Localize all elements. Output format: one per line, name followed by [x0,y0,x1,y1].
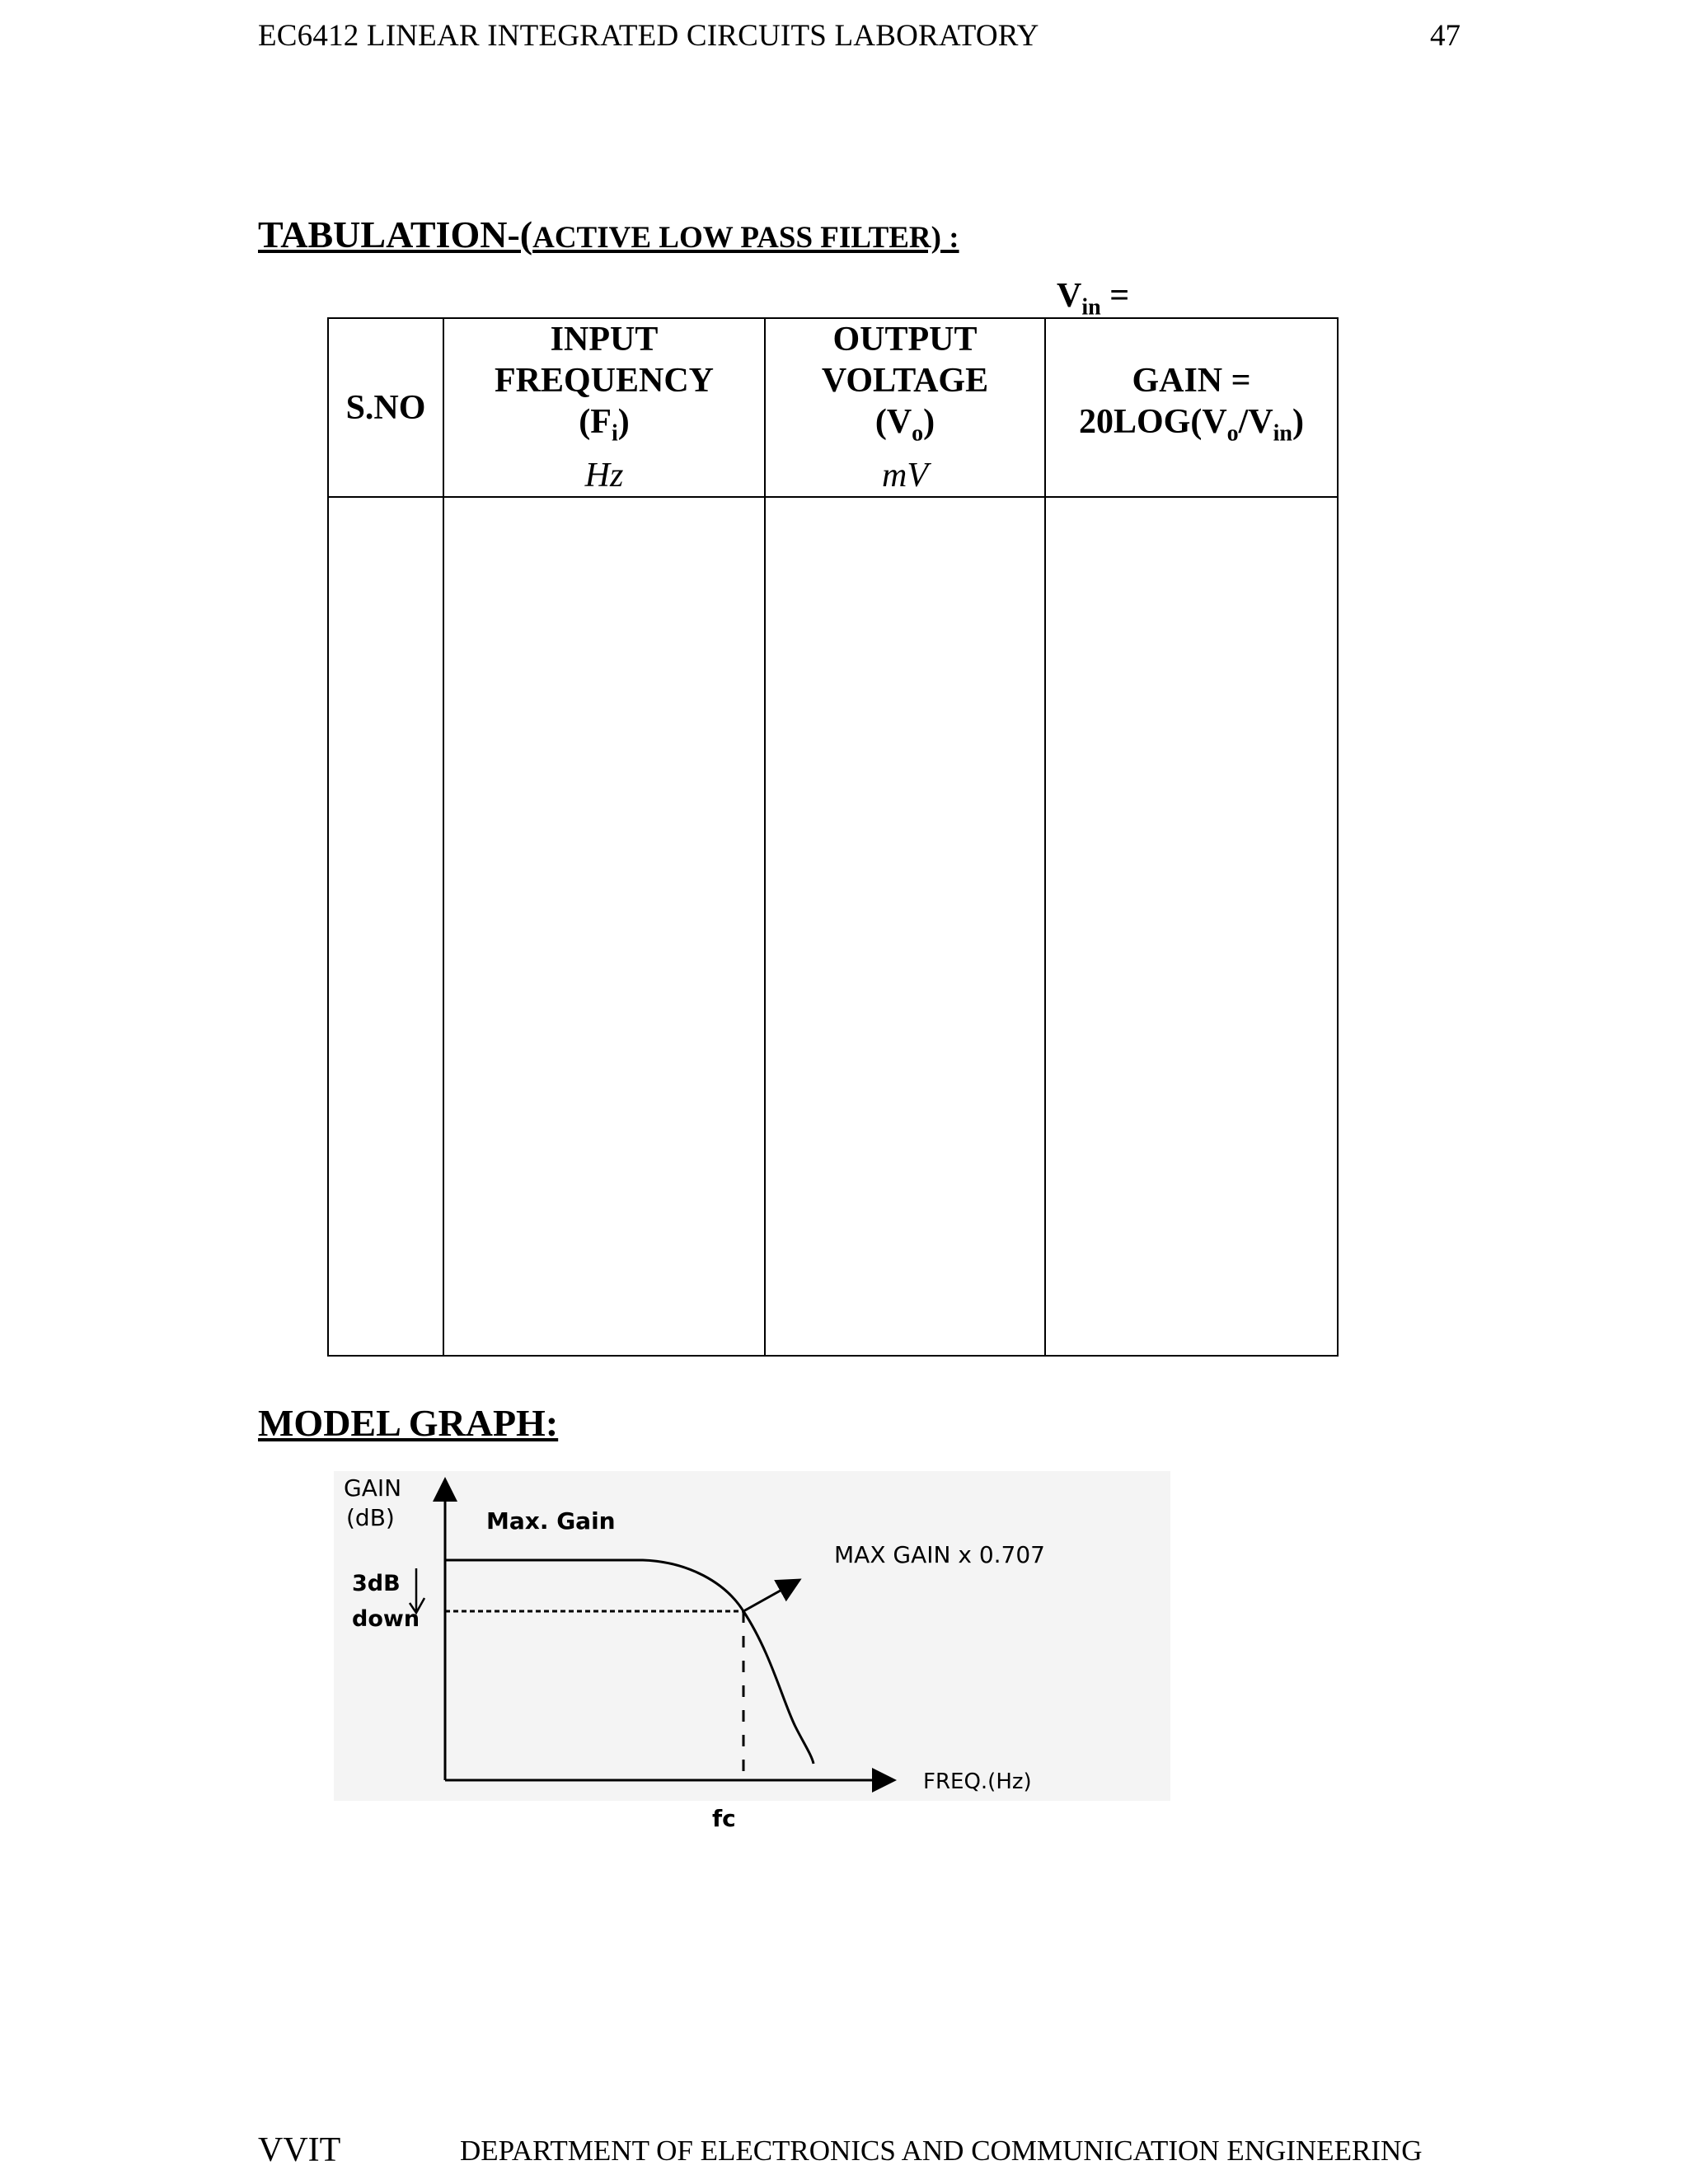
tabulation-title-main: TABULATION-( [258,213,533,255]
page-number: 47 [1430,19,1461,53]
model-graph-svg [334,1471,1170,1801]
vin-symbol: V [1057,277,1082,315]
column-header-sno [328,318,443,497]
model-graph-title: MODEL GRAPH: [258,1402,559,1444]
input-unit: Hz [584,456,624,494]
output-unit: mV [882,456,928,494]
page-header-title: EC6412 LINEAR INTEGRATED CIRCUITS LABORATORY [258,19,1039,53]
column-header-gain [1045,318,1338,497]
sno-label: S.NO [345,388,426,427]
tabulation-table [327,317,1339,1357]
output-subscript: o [912,420,924,447]
input-paren-close: ) [617,403,630,442]
input-frequency-entry-cell[interactable] [443,497,765,1356]
gain-header-line1: GAIN = [1132,362,1251,401]
vin-equals: = [1100,277,1130,315]
output-header-line3 [766,401,1044,454]
gain-formula-mid: /V [1238,403,1273,442]
gain-formula-start: 20LOG(V [1078,403,1227,442]
output-symbol: (V [874,403,912,442]
table-body-row [328,497,1338,1356]
max-gain-pointer-arrow [743,1580,799,1611]
gain-formula-sub-in: in [1273,420,1293,447]
input-header-line1: INPUT [550,321,659,359]
three-db-label-line1: 3dB [352,1571,401,1596]
table-header-row [328,318,1338,497]
vin-subscript: in [1081,294,1101,321]
y-axis-label-line1: GAIN [344,1474,402,1502]
sno-entry-cell[interactable] [328,497,443,1356]
max-gain-label: Max. Gain [486,1507,616,1535]
footer-department: DEPARTMENT OF ELECTRONICS AND COMMUNICATION ENGINEERING [460,2135,1423,2167]
gain-formula-sub-o: o [1226,420,1239,447]
output-voltage-entry-cell[interactable] [765,497,1045,1356]
tabulation-title-sub: ACTIVE LOW PASS FILTER) : [532,221,959,255]
fc-label: fc [712,1805,736,1832]
three-db-label-line2: down [352,1606,420,1632]
column-header-output-voltage [765,318,1045,497]
gain-formula-end: ) [1292,403,1305,442]
input-header-line2: FREQUENCY [494,362,714,401]
input-header-line3 [444,401,764,454]
column-header-input-frequency [443,318,765,497]
output-header-line1: OUTPUT [832,321,978,359]
y-axis-label-line2: (dB) [346,1504,395,1531]
gain-entry-cell[interactable] [1045,497,1338,1356]
output-paren-close: ) [923,403,935,442]
max-gain-note: MAX GAIN x 0.707 [834,1541,1045,1568]
footer-institution: VVIT [258,2131,341,2169]
gain-header-line2 [1046,401,1337,454]
x-axis-label: FREQ.(Hz) [923,1769,1032,1794]
output-header-line2: VOLTAGE [821,362,989,401]
input-subscript: i [611,420,618,447]
tabulation-title [258,213,959,256]
input-symbol: (F [579,403,612,442]
vin-label [1057,276,1129,321]
model-graph [334,1471,1170,1801]
response-curve [445,1560,814,1764]
